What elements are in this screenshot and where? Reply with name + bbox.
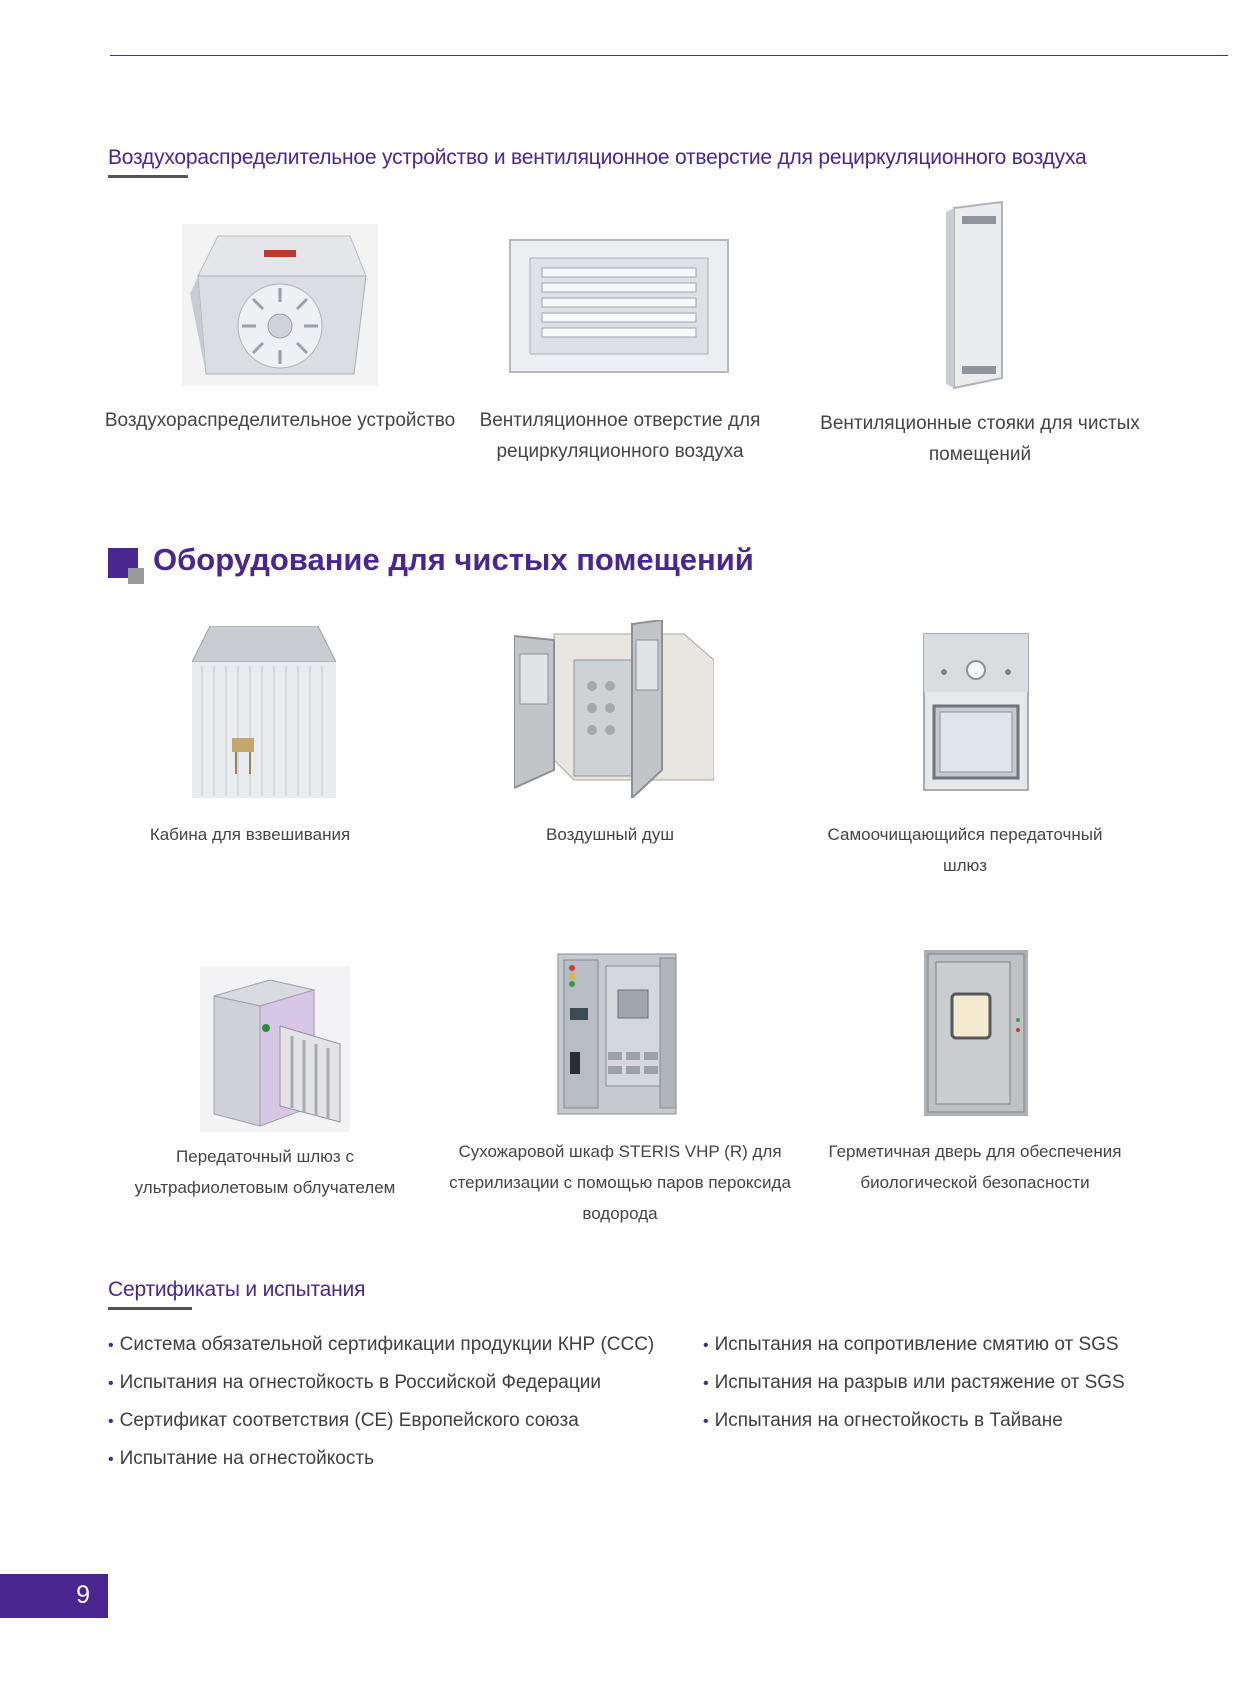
air-column-image (940, 198, 1008, 394)
certificates-underline (108, 1307, 192, 1310)
certificates-title: Сертификаты и испытания (108, 1278, 366, 1301)
list-item: • Испытания на огнестойкость в Тайване (703, 1410, 1063, 1431)
self-cleaning-pass-box-image (922, 632, 1030, 792)
caption-uv-pass-box: Передаточный шлюз с ультрафиолетовым облучателем (134, 1147, 396, 1197)
equipment-section-title: Оборудование для чистых помещений (153, 542, 754, 577)
weighing-booth-image (192, 626, 336, 798)
list-item: • Испытание на огнестойкость (108, 1448, 374, 1469)
air-section-underline (108, 175, 188, 178)
return-air-grille-image (508, 238, 730, 374)
ceiling-diffuser-image (182, 224, 378, 386)
page-number: 9 (76, 1581, 90, 1609)
caption-return-air-grille: Вентиляционное отверстие для рециркуляционного воздуха (479, 410, 761, 462)
certificates-list-left (108, 1326, 654, 1478)
uv-pass-box-image (200, 966, 350, 1132)
air-section-title: Воздухораспределительное устройство и вентиляционное отверстие для рециркуляционного воздуха (108, 146, 1087, 169)
list-item: • Испытания на разрыв или растяжение от SGS (703, 1372, 1125, 1393)
caption-air-shower: Воздушный душ (546, 825, 674, 844)
biosafety-door-image (924, 950, 1028, 1116)
caption-weighing-booth: Кабина для взвешивания (149, 825, 351, 844)
air-shower-image (514, 620, 714, 798)
list-item: • Испытания на огнестойкость в Российской Федерации (108, 1372, 601, 1393)
page-number-box (0, 1574, 108, 1618)
section-marker-icon (108, 548, 144, 584)
certificates-list-right (703, 1326, 1125, 1440)
list-item: • Система обязательной сертификации продукции КНР (CCC) (108, 1334, 655, 1355)
list-item: • Испытания на сопротивление смятию от SGS (703, 1334, 1119, 1355)
caption-ceiling-diffuser: Воздухораспределительное устройство (104, 410, 456, 431)
top-divider (110, 55, 1228, 56)
caption-biosafety-door: Герметичная дверь для обеспечения биологической безопасности (828, 1142, 1122, 1192)
vhp-cabinet-image (556, 950, 680, 1118)
caption-self-cleaning-pass-box: Самоочищающийся передаточный шлюз (827, 825, 1103, 875)
list-item: • Сертификат соответствия (CE) Европейского союза (108, 1410, 579, 1431)
caption-air-column: Вентиляционные стояки для чистых помещений (820, 413, 1140, 465)
caption-vhp-cabinet: Сухожаровой шкаф STERIS VHP (R) для стерилизации с помощью паров пероксида водорода (449, 1142, 791, 1223)
